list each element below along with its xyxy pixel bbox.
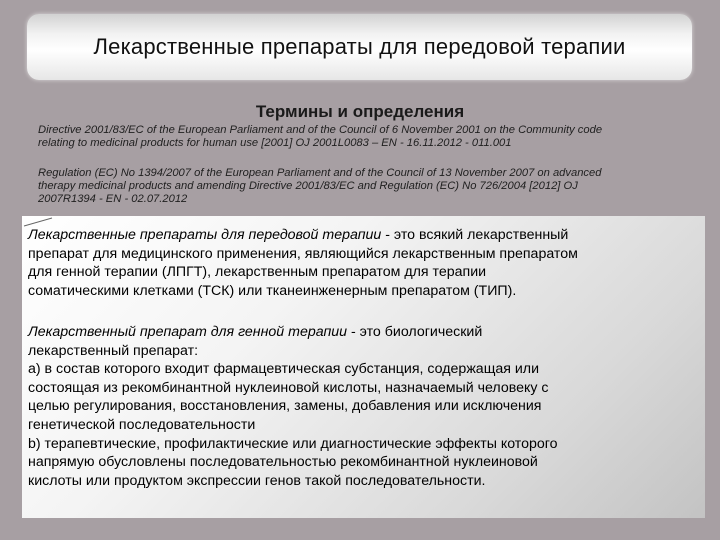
- definition-first-line: [28, 323, 698, 342]
- title-banner: [27, 14, 692, 80]
- reference-line: therapy medicinal products and amending Directive 2001/83/EC and Regulation (EC) No 726/2004 [2012] OJ: [38, 180, 578, 192]
- definition-line: для генной терапии (ЛПГТ), лекарственным препаратом для терапии: [28, 264, 487, 281]
- reference-regulation: [38, 167, 700, 206]
- definition-term: Лекарственные препараты для передовой терапии: [28, 227, 382, 243]
- definition-text: - это всякий лекарственный: [381, 227, 569, 243]
- slide-subtitle: Термины и определения: [255, 102, 465, 121]
- definition-atmp: [28, 226, 698, 300]
- definition-line: препарат для медицинского применения, являющийся лекарственным препаратом: [28, 245, 578, 262]
- reference-line: relating to medicinal products for human use [2001] OJ 2001L0083 – EN - 16.11.2012 - 011.001: [38, 137, 512, 149]
- definition-line: a) в состав которого входит фармацевтическая субстанция, содержащая или: [28, 361, 540, 378]
- slide-title: Лекарственные препараты для передовой терапии: [93, 34, 626, 59]
- reference-line: Directive 2001/83/EC of the European Parliament and of the Council of 6 November 2001 on the Community code: [38, 124, 603, 136]
- definition-line: b) терапевтические, профилактические или диагностические эффекты которого: [28, 435, 558, 452]
- definition-line: напрямую обусловлены последовательностью рекомбинантной нуклеиновой: [28, 454, 538, 471]
- definition-text: - это биологический: [347, 324, 483, 340]
- reference-directive: [38, 124, 700, 150]
- definition-first-line: [28, 226, 698, 245]
- definition-line: кислоты или продуктом экспрессии генов такой последовательности.: [28, 472, 486, 489]
- definition-line: состоящая из рекомбинантной нуклеиновой кислоты, назначаемый человеку с: [28, 379, 549, 396]
- reference-line: 2007R1394 - EN - 02.07.2012: [38, 193, 188, 205]
- definition-term: Лекарственный препарат для генной терапии: [28, 324, 348, 340]
- definition-line: целью регулирования, восстановления, замены, добавления или исключения: [28, 398, 542, 415]
- reference-line: Regulation (EC) No 1394/2007 of the European Parliament and of the Council of 13 November 2007 on advanced: [38, 167, 602, 179]
- definition-line: генетической последовательности: [28, 416, 256, 433]
- definition-line: соматическими клетками (ТСК) или тканеинженерным препаратом (ТИП).: [28, 282, 517, 299]
- definition-gene-therapy: [28, 323, 698, 490]
- definitions-panel: [22, 216, 705, 518]
- definition-line: лекарственный препарат:: [28, 342, 199, 359]
